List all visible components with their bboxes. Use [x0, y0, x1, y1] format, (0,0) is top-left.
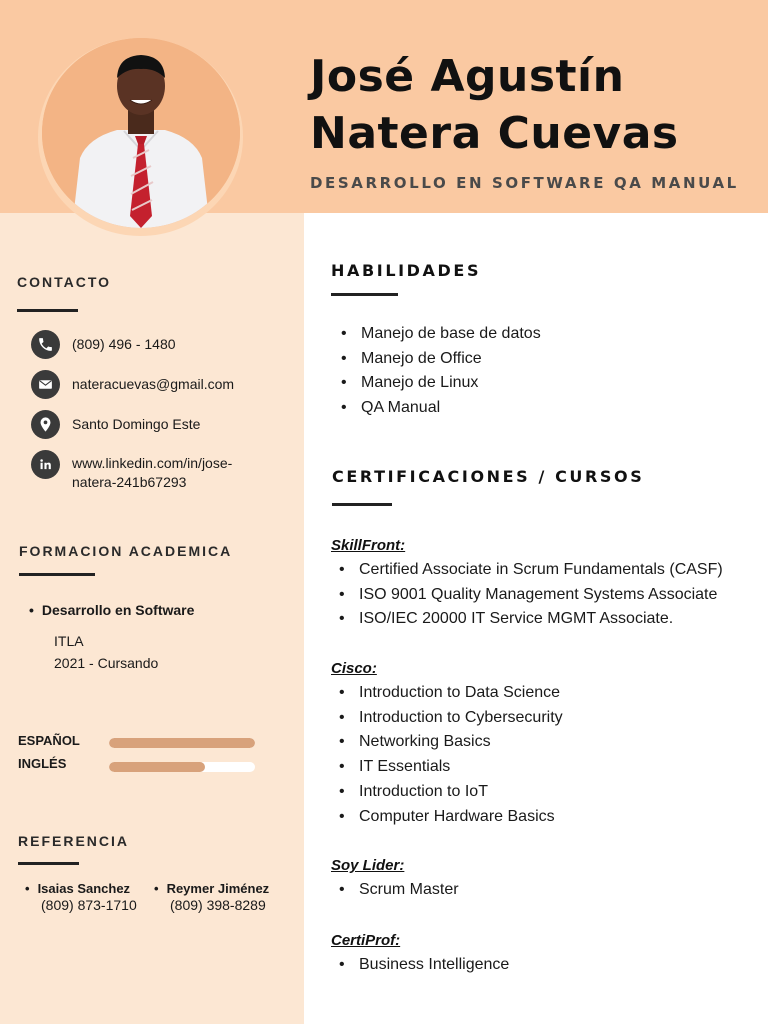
cert-list-soy-lider [335, 878, 459, 903]
contact-phone-row [31, 330, 272, 359]
references-heading: REFERENCIA [18, 833, 130, 849]
reference-name: • Isaias Sanchez [25, 881, 137, 896]
language-bar-spanish [109, 738, 255, 748]
location-pin-icon [31, 410, 60, 439]
education-degree: • Desarrollo en Software [29, 602, 194, 618]
email-icon [31, 370, 60, 399]
certifications-rule [332, 503, 392, 506]
contact-phone: (809) 496 - 1480 [72, 336, 176, 352]
list-item: • Manejo de Linux [337, 371, 541, 396]
contact-rule [17, 309, 78, 312]
skills-heading: HABILIDADES [331, 261, 482, 280]
list-item: • Introduction to Data Science [335, 681, 563, 706]
list-item: • Scrum Master [335, 878, 459, 903]
contact-location-row [31, 410, 272, 439]
reference-phone: (809) 398-8289 [170, 897, 266, 913]
language-bar-english [109, 762, 255, 772]
list-item: • Introduction to IoT [335, 780, 563, 805]
language-fill-spanish [109, 738, 255, 748]
list-item: • Certified Associate in Scrum Fundamentals (CASF) [335, 558, 723, 583]
list-item: • Computer Hardware Basics [335, 805, 563, 830]
candidate-name [310, 48, 760, 162]
linkedin-line-2: natera-241b67293 [72, 474, 187, 490]
education-period: 2021 - Cursando [54, 655, 159, 671]
list-item: • Manejo de base de datos [337, 322, 541, 347]
language-fill-english [109, 762, 205, 772]
skills-list [337, 322, 541, 421]
list-item: • ISO 9001 Quality Management Systems Associate [335, 583, 723, 608]
reference-phone: (809) 873-1710 [41, 897, 137, 913]
contact-location: Santo Domingo Este [72, 416, 201, 432]
contact-email[interactable]: nateracuevas@gmail.com [72, 376, 235, 392]
language-label-spanish: ESPAÑOL [18, 733, 80, 748]
provider-soy-lider: Soy Lider: [331, 857, 405, 874]
profile-photo [42, 38, 240, 228]
reference-item [154, 881, 269, 913]
job-title: DESARROLLO EN SOFTWARE QA MANUAL [310, 174, 739, 192]
education-heading: FORMACION ACADEMICA [19, 543, 233, 559]
list-item: • IT Essentials [335, 755, 563, 780]
language-label-english: INGLÉS [18, 756, 67, 771]
name-line-2: Natera Cuevas [310, 108, 679, 159]
references-rule [18, 862, 79, 865]
education-school: ITLA [54, 633, 84, 649]
list-item: • Networking Basics [335, 730, 563, 755]
cert-list-cisco [335, 681, 563, 829]
list-item: • QA Manual [337, 396, 541, 421]
linkedin-icon [31, 450, 60, 479]
reference-item [25, 881, 137, 913]
phone-icon [31, 330, 60, 359]
reference-name: • Reymer Jiménez [154, 881, 269, 896]
name-line-1: José Agustín [310, 51, 625, 102]
linkedin-line-1: www.linkedin.com/in/jose- [72, 455, 233, 471]
contact-heading: CONTACTO [17, 274, 112, 290]
cert-list-certiprof [335, 953, 509, 978]
contact-email-row [31, 370, 272, 399]
education-rule [19, 573, 95, 576]
provider-skillfront: SkillFront: [331, 537, 406, 554]
contact-linkedin-row [31, 450, 272, 492]
list-item: • Business Intelligence [335, 953, 509, 978]
list-item: • ISO/IEC 20000 IT Service MGMT Associate. [335, 607, 723, 632]
provider-certiprof: CertiProf: [331, 932, 401, 949]
contact-linkedin[interactable] [72, 454, 272, 492]
skills-rule [331, 293, 398, 296]
provider-cisco: Cisco: [331, 660, 377, 677]
certifications-heading: CERTIFICACIONES / CURSOS [332, 467, 645, 486]
list-item: • Manejo de Office [337, 347, 541, 372]
cert-list-skillfront [335, 558, 723, 632]
list-item: • Introduction to Cybersecurity [335, 706, 563, 731]
